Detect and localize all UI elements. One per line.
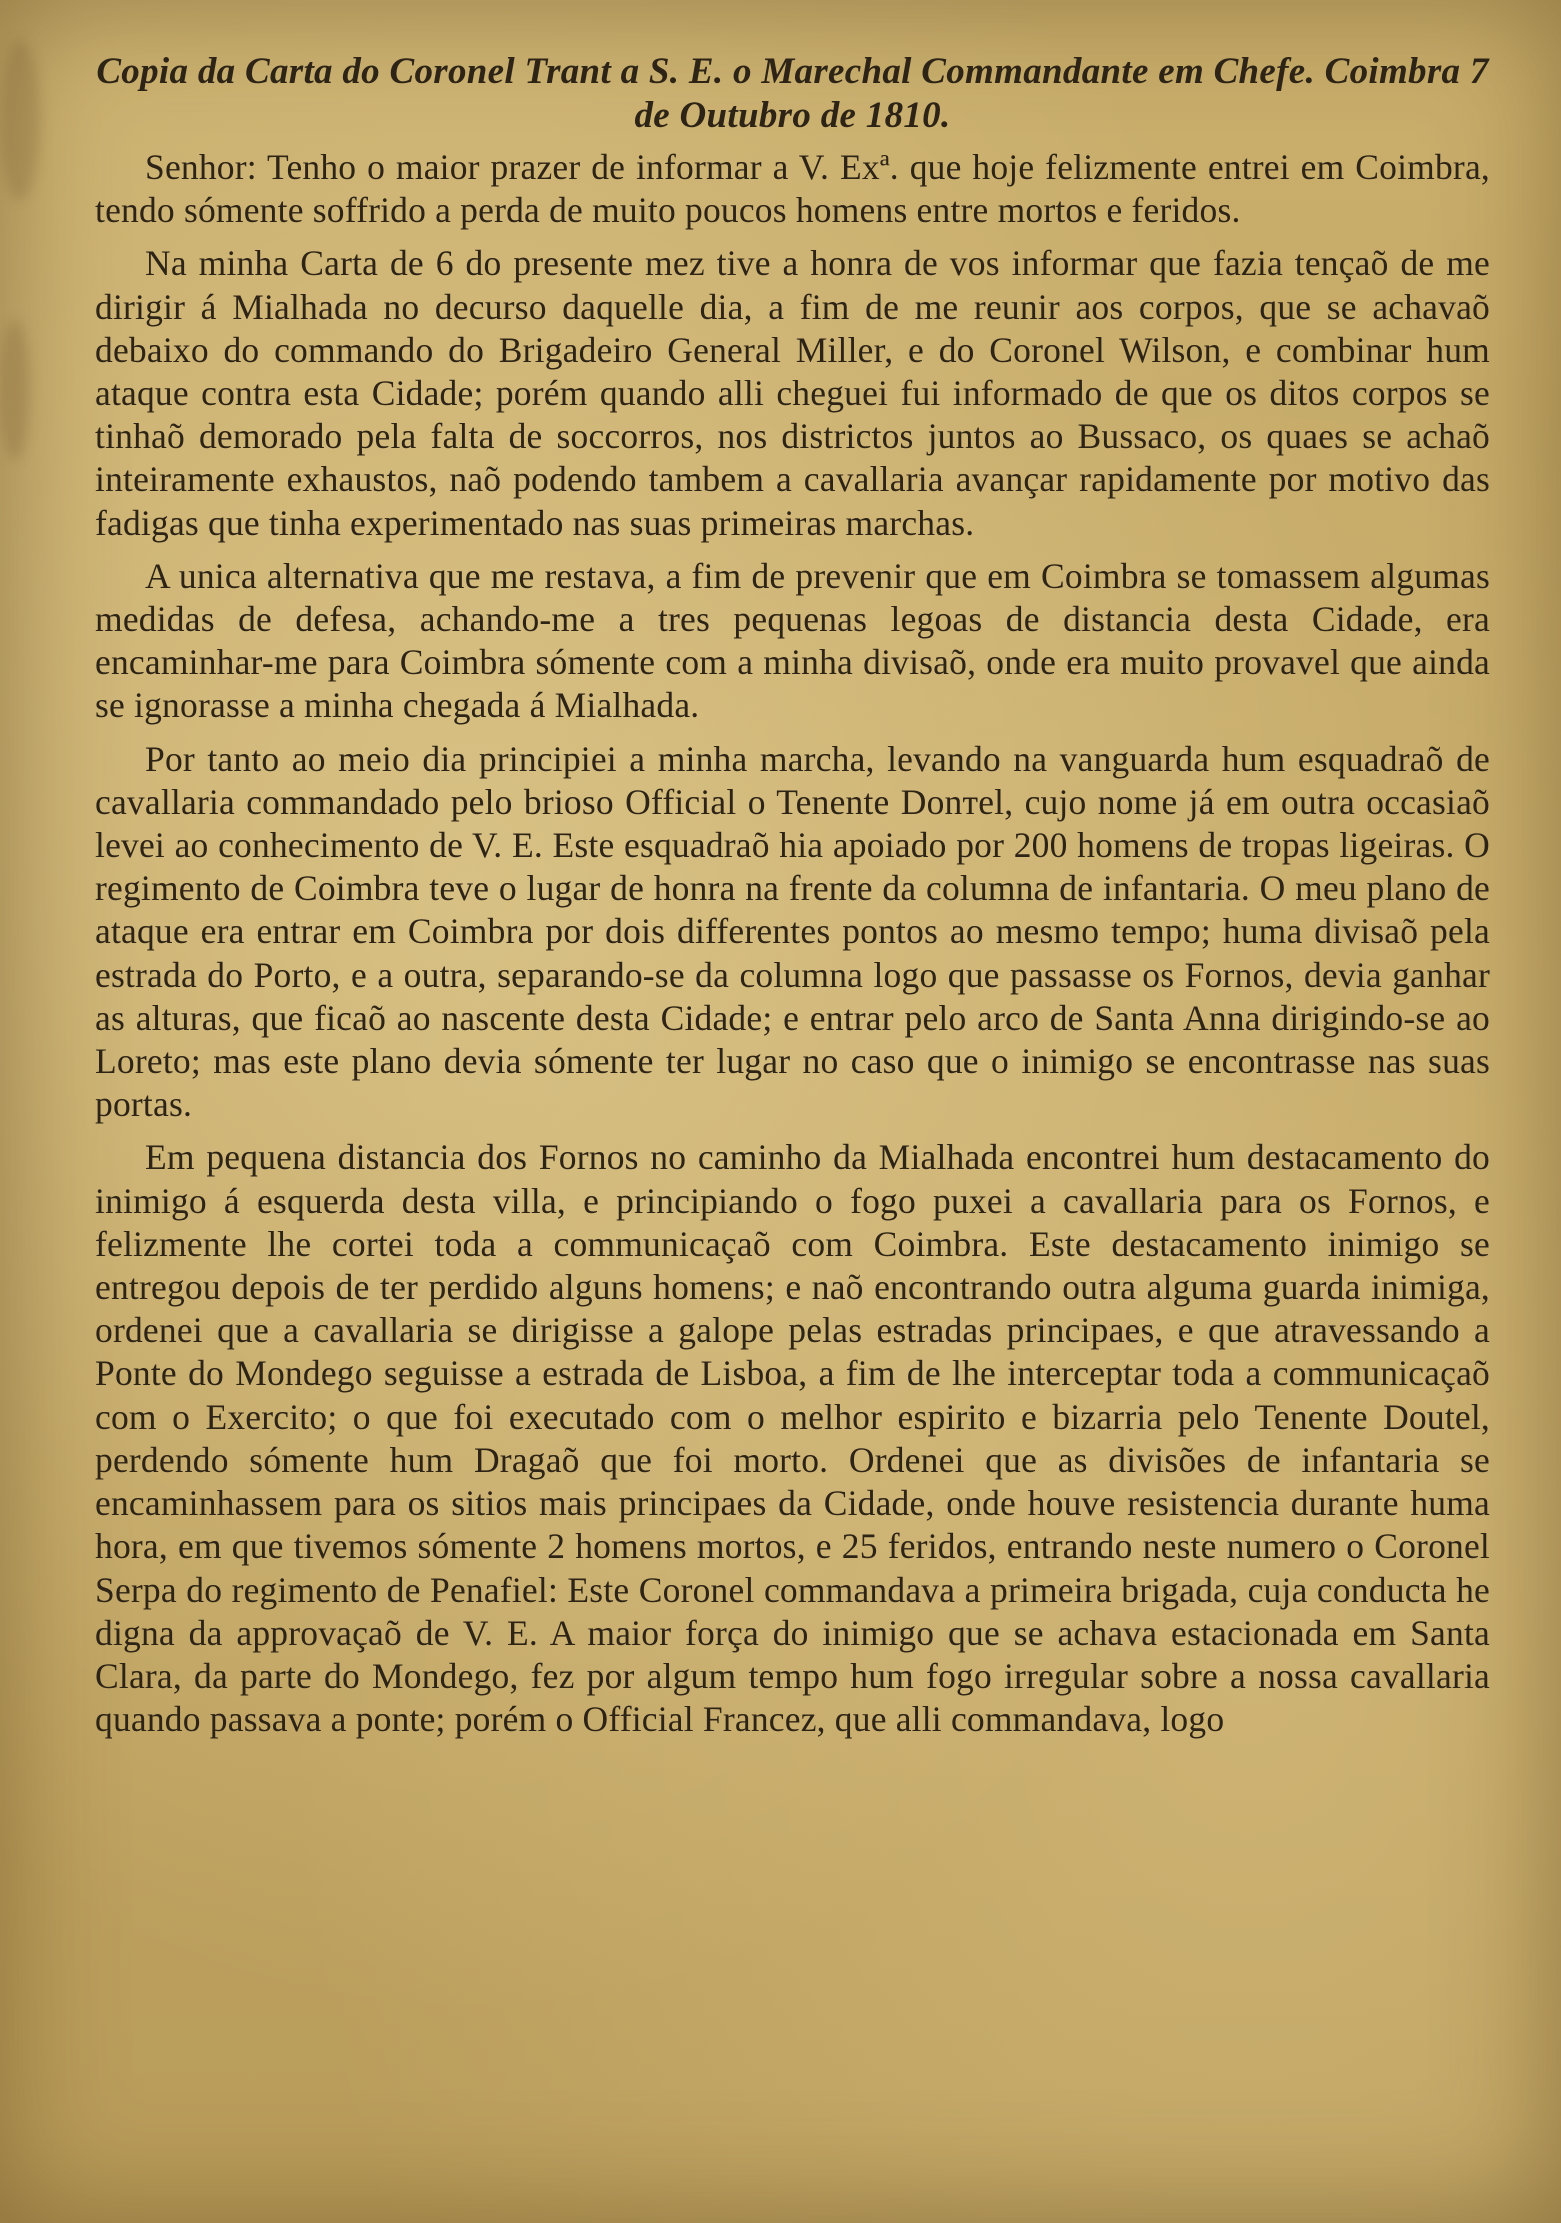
document-body <box>95 50 1490 1741</box>
paragraph-3: A unica alternativa que me restava, a fim de prevenir que em Coimbra se tomassem algumas medidas de defesa, achando-me a tres pequenas legoas de distancia desta Cidade, era encaminhar-me para Coimbra sómente com a minha divisaõ, onde era muito provavel que ainda se ignorasse a minha chegada á Mialhada. <box>95 555 1490 726</box>
paragraph-1: Senhor: Tenho o maior prazer de informar a V. Exª. que hoje felizmente entrei em Coimbra, tendo sómente soffrido a perda de muito poucos homens entre mortos e feridos. <box>95 147 1490 231</box>
paragraph-4: Por tanto ao meio dia principiei a minha marcha, levando na vanguarda hum esquadraõ de cavallaria commandado pelo brioso Official o Tenente Donтel, cujo nome já em outra occasiaõ levei ao conhecimento de V. E. Este esquadraõ hia apoiado por 200 homens de tropas ligeiras. O regimento de Coimbra teve o lugar de honra na frente da columna de infantaria. O meu plano de ataque era entrar em Coimbra por dois differentes pontos ao mesmo tempo; huma divisaõ pela estrada do Porto, e a outra, separando-se da columna logo que passasse os Fornos, devia ganhar as alturas, que ficaõ ao nascente desta Cidade; e entrar pelo arco de Santa Anna dirigindo-se ao Loreto; mas este plano devia sómente ter lugar no caso que o inimigo se encontrasse nas suas portas. <box>95 738 1490 1125</box>
document-title: Copia da Carta do Coronel Trant a S. E. o Marechal Commandante em Chefe. Coimbra 7 de Outubro de 1810. <box>96 51 1489 136</box>
paragraph-5: Em pequena distancia dos Fornos no caminho da Mialhada encontrei hum destacamento do inimigo á esquerda desta villa, e principiando o fogo puxei a cavallaria para os Fornos, e felizmente lhe cortei toda a communicaçaõ com Coimbra. Este destacamento inimigo se entregou depois de ter perdido alguns homens; e naõ encontrando outra alguma guarda inimiga, ordenei que a cavallaria se dirigisse a galope pelas estradas principaes, e que atravessando a Ponte do Mondego seguisse a estrada de Lisboa, a fim de lhe interceptar toda a communicaçaõ com o Exercito; o que foi executado com o melhor espirito e bizarria pelo Tenente Doutel, perdendo sómente hum Dragaõ que foi morto. Ordenei que as divisões de infantaria se encaminhassem para os sitios mais principaes da Cidade, onde houve resistencia durante huma hora, em que tivemos sómente 2 homens mortos, e 25 feridos, entrando neste numero o Coronel Serpa do regimento de Penafiel: Este Coronel commandava a primeira brigada, cuja conducta he digna da approvaçaõ de V. E. A maior força do inimigo que se achava estacionada em Santa Clara, da parte do Mondego, fez por algum tempo hum fogo irregular sobre a nossa cavallaria quando passava a ponte; porém o Official Francez, que alli commandava, logo <box>95 1137 1490 1740</box>
edge-stain <box>0 320 30 460</box>
paragraph-2: Na minha Carta de 6 do presente mez tive a honra de vos informar que fazia tençaõ de me dirigir á Mialhada no decurso daquelle dia, a fim de me reunir aos corpos, que se achavaõ debaixo do commando do Brigadeiro General Miller, e do Coronel Wilson, e combinar hum ataque contra esta Cidade; porém quando alli cheguei fui informado de que os ditos corpos se tinhaõ demorado pela falta de soccorros, nos districtos juntos ao Bussaco, os quaes se achaõ inteiramente exhaustos, naõ podendo tambem a cavallaria avançar rapidamente por motivo das fadigas que tinha experimentado nas suas primeiras marchas. <box>95 243 1490 543</box>
edge-stain <box>0 40 40 200</box>
